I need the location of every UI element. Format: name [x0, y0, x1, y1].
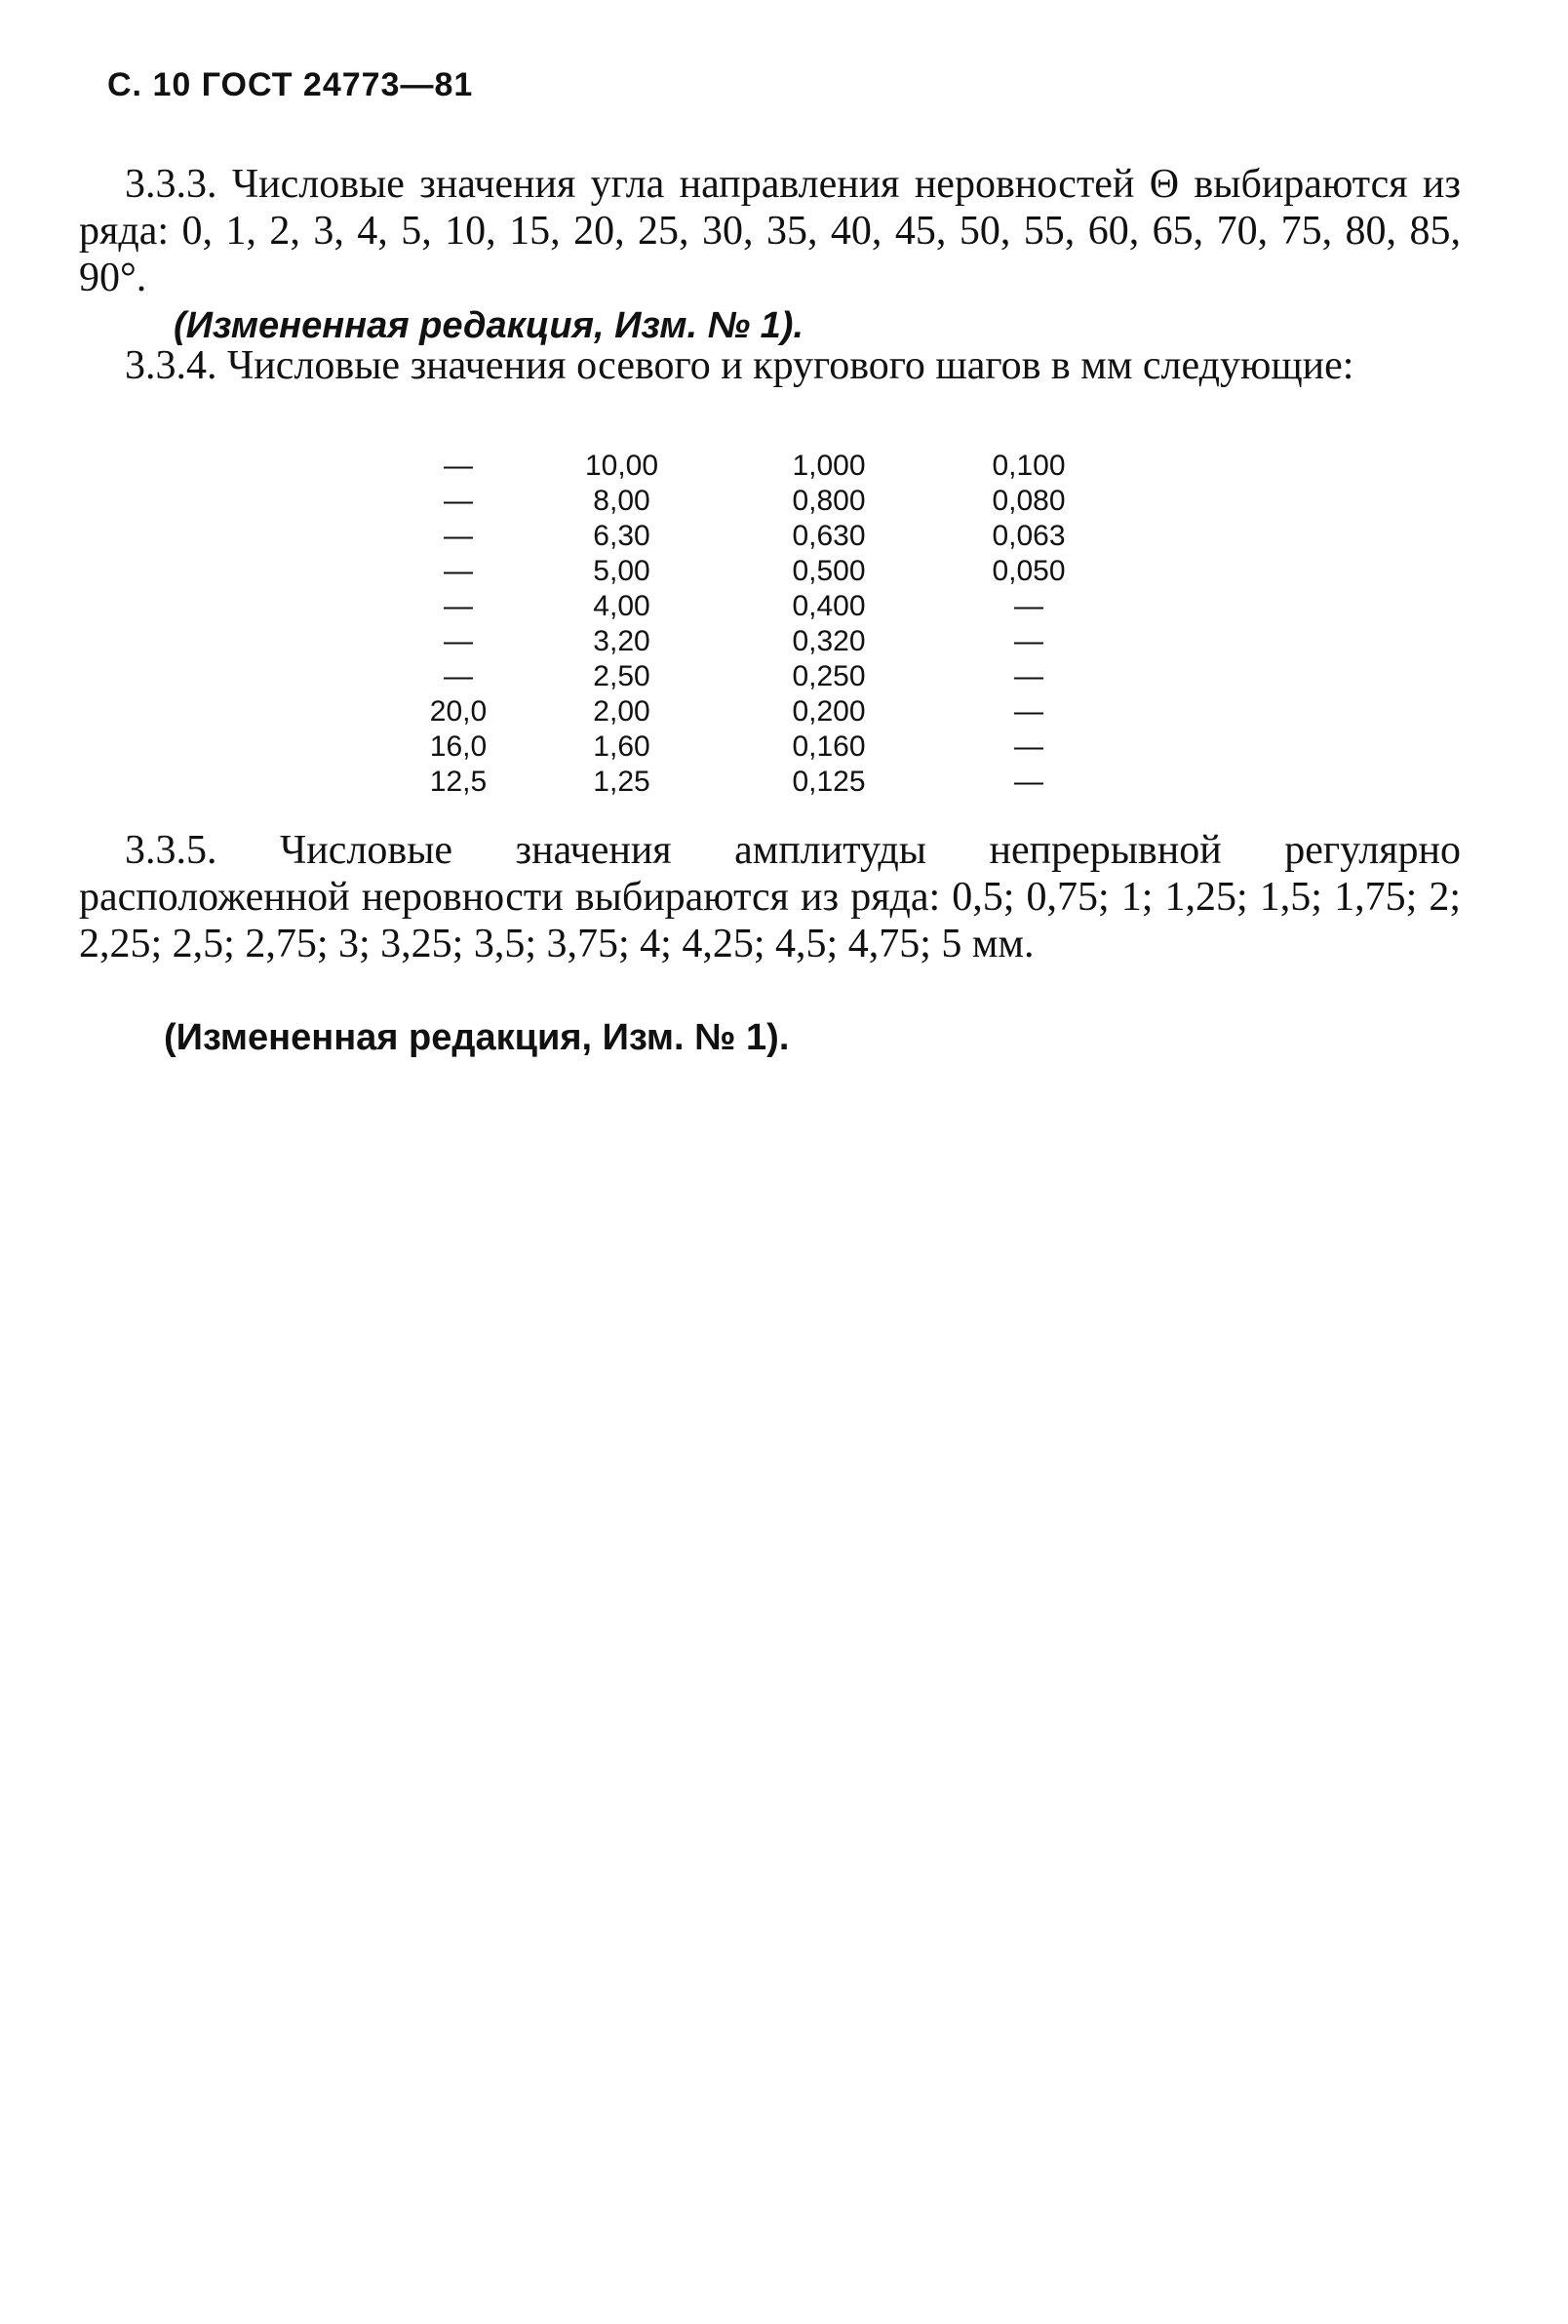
table-cell: — — [444, 660, 473, 692]
table-cell: 0,160 — [792, 730, 866, 763]
table-cell: — — [1014, 766, 1043, 798]
table-cell: 0,050 — [992, 555, 1066, 587]
table-row — [400, 659, 1126, 694]
table-cell: — — [444, 625, 473, 657]
table-cell: 3,20 — [593, 625, 650, 657]
table-cell: 0,320 — [792, 625, 866, 657]
table-cell: — — [1014, 660, 1043, 692]
table-cell: 1,60 — [593, 730, 650, 763]
table-cell: 20,0 — [429, 695, 488, 728]
table-cell: 16,0 — [429, 730, 488, 763]
table-row — [400, 694, 1126, 729]
table-cell: — — [444, 520, 473, 552]
table-cell: 2,00 — [593, 695, 650, 728]
table-cell: 1,000 — [792, 450, 866, 482]
table-cell: 0,063 — [992, 520, 1066, 552]
table-cell: 1,25 — [593, 766, 650, 798]
table-cell: — — [1014, 695, 1043, 728]
table-row — [400, 449, 1126, 484]
section-3-3-3-change-note: (Измененная редакция, Изм. № 1). — [174, 305, 804, 346]
table-cell: — — [1014, 590, 1043, 622]
section-3-3-4-text: 3.3.4. Числовые значения осевого и кругового шагов в мм следующие: — [125, 343, 1354, 388]
table-cell: — — [444, 555, 473, 587]
table-row — [400, 729, 1126, 765]
table-cell: 4,00 — [593, 590, 650, 622]
table-cell: 0,200 — [792, 695, 866, 728]
table-cell: 0,800 — [792, 485, 866, 517]
table-cell: 0,080 — [992, 485, 1066, 517]
table-cell: 0,400 — [792, 590, 866, 622]
table-cell: 12,5 — [429, 766, 488, 798]
table-cell: 5,00 — [593, 555, 650, 587]
table-row — [400, 554, 1126, 589]
table-cell: 10,00 — [584, 450, 659, 482]
section-3-3-5-text: 3.3.5. Числовые значения амплитуды непрерывной регулярно расположенной неровности выбираются из ряда: 0,5; 0,75; 1; 1,25; 1,5; 1,75; 2; 2,25; 2,5; 2,75; 3; 3,25; 3,5; 3,75; 4; 4,25; 4,5; 4,75; 5 мм. — [79, 828, 1461, 966]
table-cell: 0,125 — [792, 766, 866, 798]
table-row — [400, 765, 1126, 800]
section-3-3-5-change-note: (Измененная редакция, Изм. № 1). — [164, 1017, 790, 1058]
table-row — [400, 484, 1126, 519]
table-cell: — — [444, 590, 473, 622]
table-cell: 8,00 — [593, 485, 650, 517]
table-cell: 0,630 — [792, 520, 866, 552]
table-cell: — — [444, 450, 473, 482]
table-cell: — — [1014, 730, 1043, 763]
table-row — [400, 624, 1126, 659]
table-cell: 2,50 — [593, 660, 650, 692]
section-3-3-3-text: 3.3.3. Числовые значения угла направления неровностей Θ выбираются из ряда: 0, 1, 2, 3, 4, 5, 10, 15, 20, 25, 30, 35, 40, 45, 50, 55, 60, 65, 70, 75, 80, 85, 90°. — [79, 162, 1461, 300]
table-cell: 0,500 — [792, 555, 866, 587]
table-cell: 0,100 — [992, 450, 1066, 482]
table-cell: — — [444, 485, 473, 517]
table-cell: 0,250 — [792, 660, 866, 692]
table-cell: 6,30 — [593, 520, 650, 552]
page-title: С. 10 ГОСТ 24773—81 — [107, 66, 474, 103]
table-row — [400, 589, 1126, 624]
table-cell: — — [1014, 625, 1043, 657]
table-row — [400, 519, 1126, 554]
step-values-table — [400, 449, 1126, 800]
